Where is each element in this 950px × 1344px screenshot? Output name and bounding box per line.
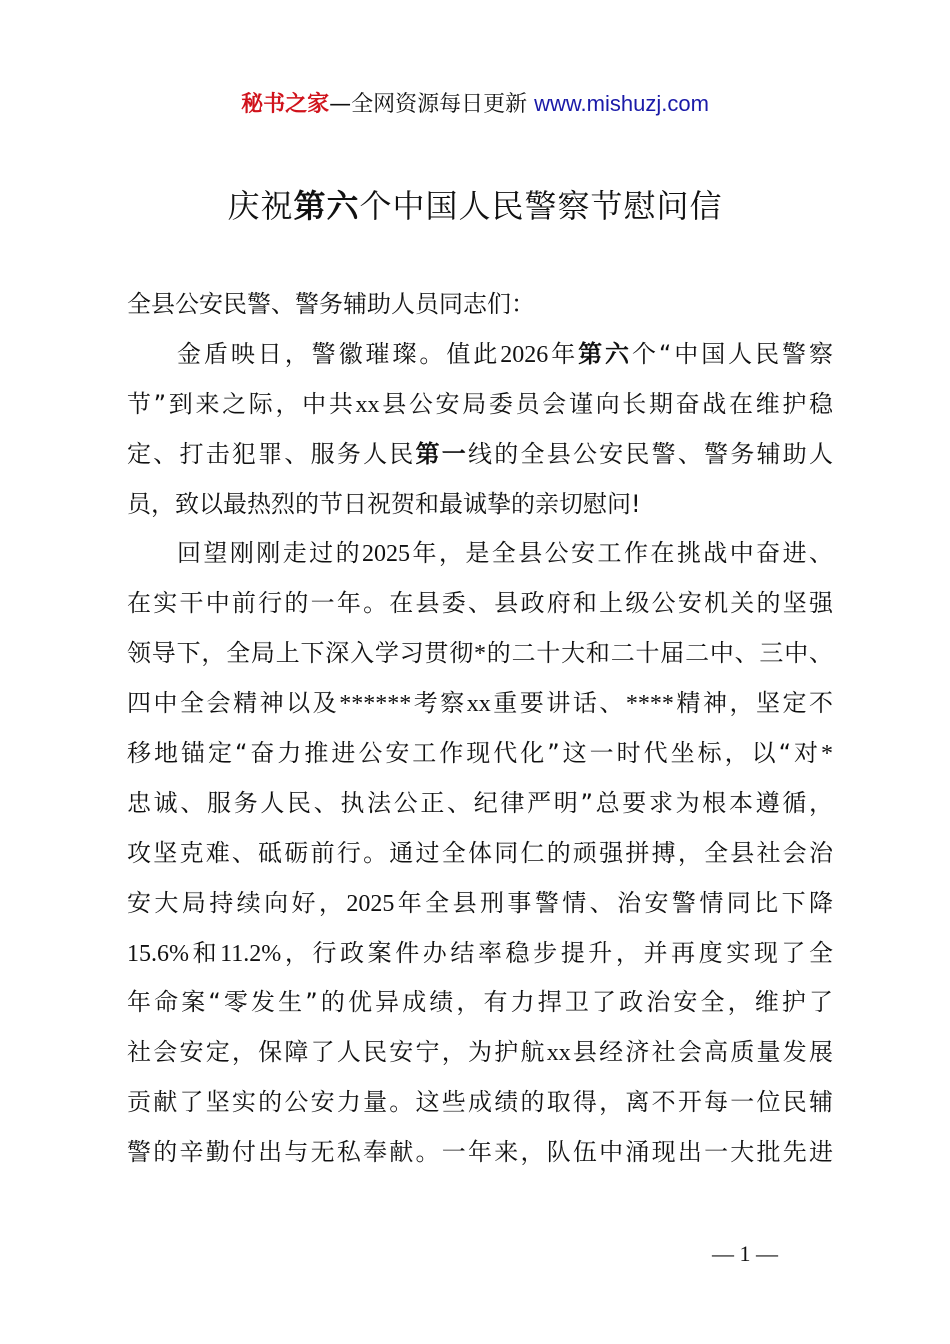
site-header bbox=[0, 88, 950, 121]
paragraph-2-line: 社会安定，保障了人民安宁，为护航xx县经济社会高质量发展 bbox=[127, 1038, 834, 1067]
paragraph-1-line: 金盾映日，警徽璀璨。值此2026年第六个“中国人民警察 bbox=[177, 339, 833, 368]
paragraph-2-line: 警的辛勤付出与无私奉献。一年来，队伍中涌现出一大批先进 bbox=[127, 1138, 833, 1167]
paragraph-2-line: 忠诚、服务人民、执法公正、纪律严明”总要求为根本遵循， bbox=[127, 788, 833, 817]
paragraph-2-line: 攻坚克难、砥砺前行。通过全体同仁的顽强拼搏，全县社会治 bbox=[127, 838, 833, 867]
paragraph-2-line: 四中全会精神以及******考察xx重要讲话、****精神，坚定不 bbox=[127, 689, 834, 718]
paragraph-2-line: 领导下，全局上下深入学习贯彻*的二十大和二十届二中、三中、 bbox=[127, 639, 833, 668]
paragraph-1-line: 定、打击犯罪、服务人民第一线的全县公安民警、警务辅助人 bbox=[127, 439, 834, 468]
page-number: — 1 — bbox=[712, 1241, 778, 1266]
paragraph-1-line: 节”到来之际，中共xx县公安局委员会谨向长期奋战在维护稳 bbox=[127, 389, 833, 418]
document-title: 庆祝第六个中国人民警察节慰问信 bbox=[227, 187, 723, 225]
paragraph-2-line: 安大局持续向好，2025年全县刑事警情、治安警情同比下降 bbox=[127, 888, 834, 917]
letter-body bbox=[127, 280, 833, 1178]
brand-name: 秘书之家 bbox=[241, 92, 330, 117]
paragraph-1-line: 员，致以最热烈的节日祝贺和最诚挚的亲切慰问! bbox=[127, 489, 641, 518]
paragraph-2-line: 贡献了坚实的公安力量。这些成绩的取得，离不开每一位民辅 bbox=[127, 1088, 833, 1117]
paragraph-2-line: 年命案“零发生”的优异成绩，有力捍卫了政治安全，维护了 bbox=[127, 988, 833, 1017]
site-url-link[interactable]: www.mishuzj.com bbox=[534, 91, 709, 116]
paragraph-2-line: 15.6%和11.2%，行政案件办结率稳步提升，并再度实现了全 bbox=[127, 938, 833, 967]
paragraph-2-line: 在实干中前行的一年。在县委、县政府和上级公安机关的坚强 bbox=[127, 589, 833, 618]
header-tagline: —全网资源每日更新 bbox=[329, 92, 535, 117]
paragraph-2-line: 移地锚定“奋力推进公安工作现代化”这一时代坐标，以“对* bbox=[127, 739, 833, 768]
salutation: 全县公安民警、警务辅助人员同志们： bbox=[127, 290, 535, 318]
paragraph-2-line: 回望刚刚走过的2025年，是全县公安工作在挑战中奋进、 bbox=[177, 539, 834, 568]
